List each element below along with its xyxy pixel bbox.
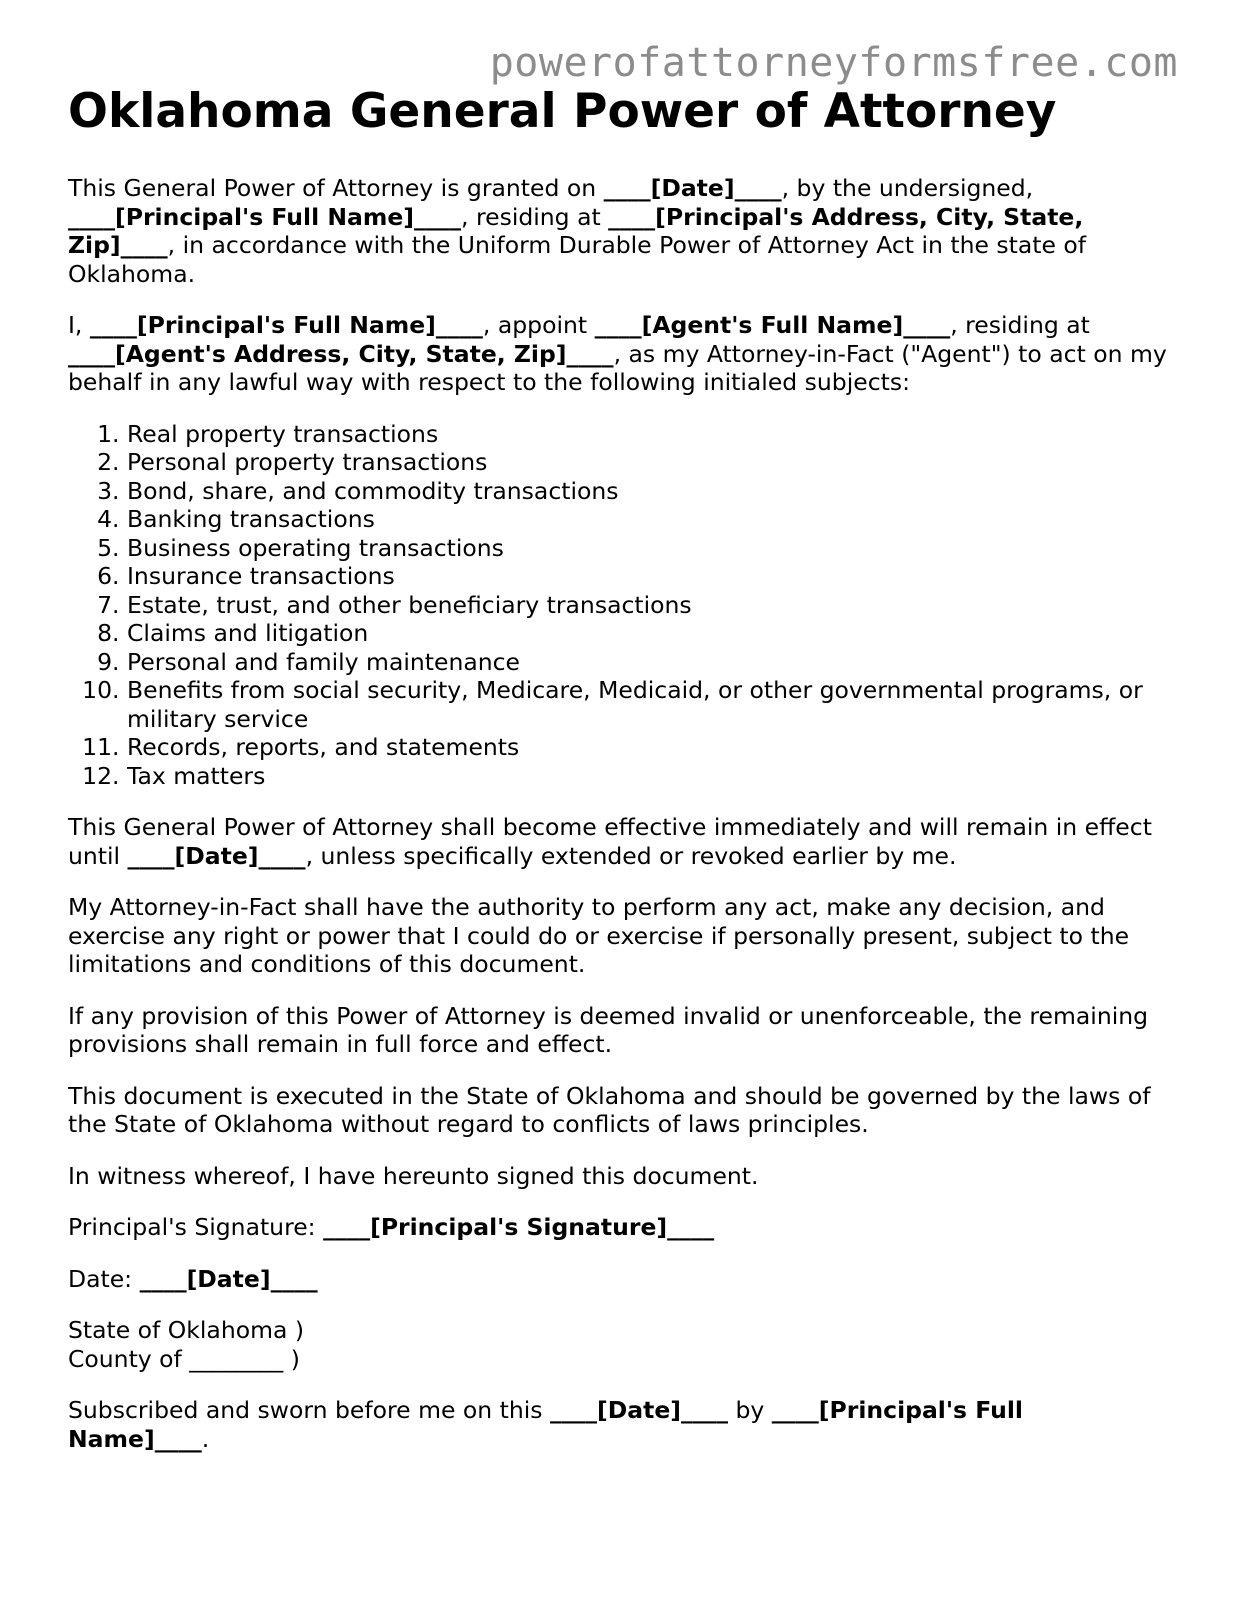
venue-state: State of Oklahoma ) [68,1316,305,1345]
venue-county: County of ________ ) [68,1344,300,1373]
watermark: powerofattorneyformsfree.com [489,40,1178,86]
appointment-text: I, [68,311,90,340]
list-item: 7. Estate, trust, and other beneficiary transactions [127,591,1168,620]
list-item: 8. Claims and litigation [127,619,1168,648]
effective-text: This General Power of Attorney shall become effective immediately and will remain in effect until [68,813,1152,870]
list-item: 12. Tax matters [127,762,1168,791]
appointment-paragraph [68,311,1168,397]
authority-paragraph: My Attorney-in-Fact shall have the authority to perform any act, make any decision, and exercise any right or power that I could do or exercise if personally present, subject to the limitations and conditions of this document. [68,893,1130,979]
intro-text: This General Power of Attorney is granted on [68,174,604,203]
list-item: 10. Benefits from social security, Medicare, Medicaid, or other governmental programs, or military service [127,676,1168,733]
principal-name-field: ____[Principal's Full Name]____ [89,311,483,340]
intro-paragraph [68,174,1168,288]
list-item: 6. Insurance transactions [127,562,1168,591]
list-item: 1. Real property transactions [127,420,1168,449]
venue-block [68,1316,1168,1373]
notary-principal-name-field: ____[Principal's Full Name]____ [68,1396,1023,1453]
agent-name-field: ____[Agent's Full Name]____ [594,311,951,340]
list-item: 11. Records, reports, and statements [127,733,1168,762]
grant-date-field: ____[Date]____ [603,174,782,203]
end-date-field: ____[Date]____ [127,841,306,870]
document [68,84,1168,1476]
effective-paragraph [68,813,1168,870]
principal-name-field: ____[Principal's Full Name]____ [68,202,462,231]
agent-address-field: ____[Agent's Address, City, State, Zip]____ [68,339,614,368]
signature-date-field: ____[Date]____ [139,1264,318,1293]
intro-text: , in accordance with the Uniform Durable Power of Attorney Act in the state of Oklahoma. [68,231,1087,288]
appointment-text: , appoint [482,311,595,340]
notary-text: . [201,1424,210,1453]
list-item: 3. Bond, share, and commodity transactions [127,477,1168,506]
list-item: 9. Personal and family maintenance [127,648,1168,677]
appointment-text: , residing at [950,311,1090,340]
signature-label: Principal's Signature: [68,1213,324,1242]
signature-line [68,1213,1168,1242]
intro-text: , by the undersigned, [781,174,1034,203]
notary-paragraph [68,1396,1168,1453]
appointment-text: , as my Attorney-in-Fact ("Agent") to act on my behalf in any lawful way with respect to the following initialed subjects: [68,339,1167,397]
list-item: 5. Business operating transactions [127,534,1168,563]
date-label: Date: [68,1264,140,1293]
document-title: Oklahoma General Power of Attorney [68,84,1057,139]
list-item: 2. Personal property transactions [127,448,1168,477]
notary-text: by [728,1396,772,1425]
principal-signature-field: ____[Principal's Signature]____ [323,1213,715,1242]
principal-address-field: ____[Principal's Address, City, State, Zip]____ [68,202,1084,260]
notary-date-field: ____[Date]____ [550,1396,729,1425]
intro-text: , residing at [461,202,609,231]
governing-law-paragraph: This document is executed in the State of Oklahoma and should be governed by the laws of the State of Oklahoma without regard to conflicts of laws principles. [68,1081,1151,1139]
date-line [68,1265,1168,1294]
severability-paragraph: If any provision of this Power of Attorney is deemed invalid or unenforceable, the remaining provisions shall remain in full force and effect. [68,1001,1149,1059]
subjects-list [68,420,1168,791]
notary-text: Subscribed and sworn before me on this [68,1396,550,1425]
witness-paragraph: In witness whereof, I have hereunto signed this document. [68,1161,759,1190]
effective-text: , unless specifically extended or revoked earlier by me. [305,841,957,870]
list-item: 4. Banking transactions [127,505,1168,534]
